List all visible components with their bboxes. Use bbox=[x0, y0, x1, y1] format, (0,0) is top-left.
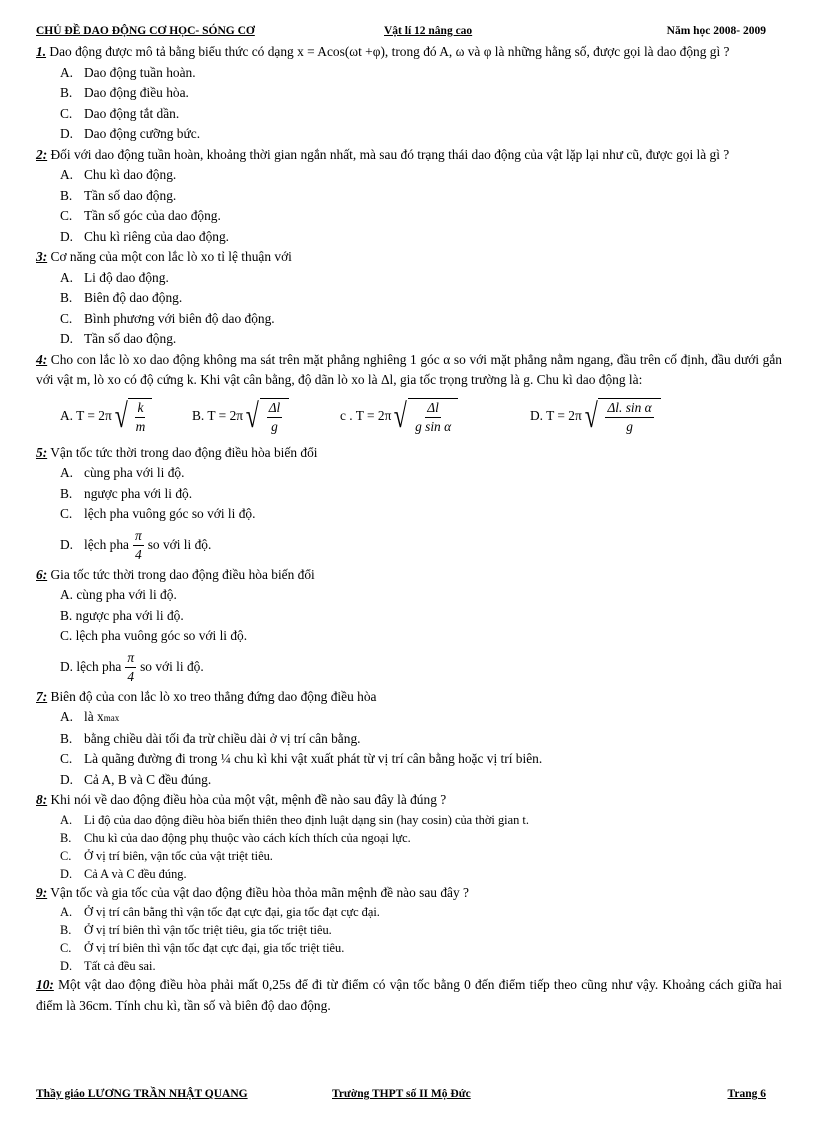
option-a: A. là xmax bbox=[60, 709, 120, 724]
question-text: Dao động được mô tả bằng biểu thức có dạng x = Acos(ωt +φ), trong đó A, ω và φ là những hằng số, được gọi là dao động gì ? bbox=[49, 44, 730, 59]
option-b: B. ngược pha với li độ. bbox=[60, 607, 184, 623]
question-number: 4: bbox=[36, 351, 48, 367]
header-subject: Vật lí 12 nâng cao bbox=[384, 25, 473, 37]
option-b: B. Ở vị trí biên thì vận tốc triệt tiêu, gia tốc triệt tiêu. bbox=[60, 923, 332, 937]
option-c: C. Là quãng đường đi trong ¼ chu kì khi vật xuất phát từ vị trí cân bằng hoặc vị trí biên. bbox=[60, 751, 543, 766]
formula-a: A. T = 2π √ $\frac{k}{m}$ bbox=[60, 391, 152, 443]
option-b: B. Tần số dao động. bbox=[60, 187, 177, 203]
option-a: A. Chu kì dao động. bbox=[60, 167, 177, 182]
option-c: C. Ở vị trí biên thì vận tốc đạt cực đại, gia tốc triệt tiêu. bbox=[60, 941, 345, 955]
option-a: A. Li độ của dao động điều hòa biến thiên theo định luật dạng sin (hay cosin) của thời gian t. bbox=[60, 812, 529, 827]
option-b: B. Biên độ dao động. bbox=[60, 290, 183, 305]
question-text: Đối với dao động tuần hoàn, khoảng thời gian ngắn nhất, mà sau đó trạng thái dao động của vật lặp lại như cũ, được gọi là gì ? bbox=[50, 146, 730, 162]
header-topic: CHỦ ĐỀ DAO ĐỘNG CƠ HỌC- SÓNG CƠ bbox=[36, 25, 255, 37]
option-a: A. Ở vị trí cân bằng thì vận tốc đạt cực đại, gia tốc đạt cực đại. bbox=[60, 905, 380, 919]
question-1 bbox=[36, 42, 782, 145]
question-2 bbox=[36, 145, 782, 248]
formula-d: D. T = 2π √ $\frac{\text{Δl. sin α}}{g}$ bbox=[530, 391, 661, 443]
option-b: B. ngược pha với li độ. bbox=[60, 485, 193, 501]
question-number: 5: bbox=[36, 444, 48, 460]
option-a: A. Li độ dao động. bbox=[60, 269, 169, 285]
question-8 bbox=[36, 790, 782, 883]
question-text: Cơ năng của một con lắc lò xo tỉ lệ thuận với bbox=[50, 249, 292, 264]
question-text: Vận tốc và gia tốc của vật dao động điều hòa thỏa mãn mệnh đề nào sau đây ? bbox=[50, 884, 469, 900]
footer-school: Trường THPT số II Mộ Đức bbox=[332, 1088, 471, 1100]
question-5 bbox=[36, 443, 782, 565]
footer-teacher: Thầy giáo LƯƠNG TRẦN NHẬT QUANG bbox=[36, 1088, 248, 1100]
option-d: D. Cả A, B và C đều đúng. bbox=[60, 771, 212, 787]
question-number: 7: bbox=[36, 688, 48, 704]
question-number: 2: bbox=[36, 146, 48, 162]
option-c: C. Tần số góc của dao động. bbox=[60, 208, 221, 223]
question-text: Khi nói về dao động điều hòa của một vật, mệnh đề nào sau đây là đúng ? bbox=[50, 792, 447, 807]
option-c: C. Bình phương với biên độ dao động. bbox=[60, 310, 275, 326]
option-b: B. Dao động điều hòa. bbox=[60, 85, 189, 100]
option-d: D. lệch pha $\frac{\pi}{4}$ so với li độ. bbox=[60, 527, 212, 562]
footer-page-number: Trang 6 bbox=[727, 1088, 766, 1100]
option-c: C. lệch pha vuông góc so với li độ. bbox=[60, 628, 248, 643]
option-a: A. cùng pha với li độ. bbox=[60, 465, 185, 480]
option-c: C. Ở vị trí biên, vận tốc của vật triệt tiêu. bbox=[60, 848, 273, 863]
option-a: A. Dao động tuần hoàn. bbox=[60, 64, 196, 80]
formula-options bbox=[36, 391, 782, 443]
page-header bbox=[36, 25, 766, 41]
page-footer bbox=[36, 1088, 766, 1104]
question-number: 10: bbox=[36, 977, 54, 992]
question-4 bbox=[36, 350, 782, 443]
question-text: Vận tốc tức thời trong dao động điều hòa biến đổi bbox=[50, 444, 318, 460]
formula-c: c . T = 2π √ $\frac{\Delta l}{\text{g sin α}}$ bbox=[340, 391, 458, 443]
option-d: D. Cả A và C đều đúng. bbox=[60, 866, 187, 881]
question-6 bbox=[36, 565, 782, 687]
question-text: Cho con lắc lò xo dao động không ma sát trên mặt phẳng nghiêng 1 góc α so với mặt phẳng nằm ngang, đầu trên cố định, đầu dưới gắn với vật m, lò xo có độ cứng k. Khi vật cân bằng, độ dãn lò xo là Δl, gia tốc trọng trường là g. Chu kì dao động là: bbox=[36, 351, 782, 387]
option-d: D. Tất cả đều sai. bbox=[60, 959, 156, 973]
option-c: C. Dao động tắt dần. bbox=[60, 105, 180, 121]
question-text: Biên độ của con lắc lò xo treo thẳng đứng dao động điều hòa bbox=[50, 688, 377, 704]
question-text: Một vật dao động điều hòa phải mất 0,25s để đi từ điểm có vận tốc bằng 0 đến điểm tiếp theo cũng như vậy. Khoảng cách giữa hai điểm là 36cm. Tính chu kì, tần số và biên độ dao động. bbox=[36, 977, 782, 1013]
header-school-year: Năm học 2008- 2009 bbox=[666, 25, 766, 37]
question-text: Gia tốc tức thời trong dao động điều hòa biến đổi bbox=[50, 566, 315, 582]
question-number: 6: bbox=[36, 566, 48, 582]
option-b: B. Chu kì của dao động phụ thuộc vào cách kích thích của ngoại lực. bbox=[60, 830, 411, 845]
option-d: D. lệch pha $\frac{\pi}{4}$ so với li độ. bbox=[60, 649, 204, 684]
question-number: 9: bbox=[36, 884, 48, 900]
option-b: B. bằng chiều dài tối đa trừ chiều dài ở vị trí cân bằng. bbox=[60, 730, 361, 746]
option-d: D. Chu kì riêng của dao động. bbox=[60, 228, 230, 244]
option-d: D. Dao động cưỡng bức. bbox=[60, 126, 201, 141]
question-number: 8: bbox=[36, 792, 48, 807]
option-c: C. lệch pha vuông góc so với li độ. bbox=[60, 506, 256, 521]
question-list bbox=[36, 42, 782, 1016]
question-3 bbox=[36, 247, 782, 350]
question-7 bbox=[36, 687, 782, 791]
option-a: A. cùng pha với li độ. bbox=[60, 587, 177, 602]
option-d: D. Tần số dao động. bbox=[60, 331, 177, 346]
question-number: 1. bbox=[36, 44, 47, 59]
formula-b: B. T = 2π √ $\frac{\Delta l}{g}$ bbox=[192, 391, 289, 443]
question-9 bbox=[36, 883, 782, 976]
question-10 bbox=[36, 975, 782, 1016]
question-number: 3: bbox=[36, 249, 48, 264]
